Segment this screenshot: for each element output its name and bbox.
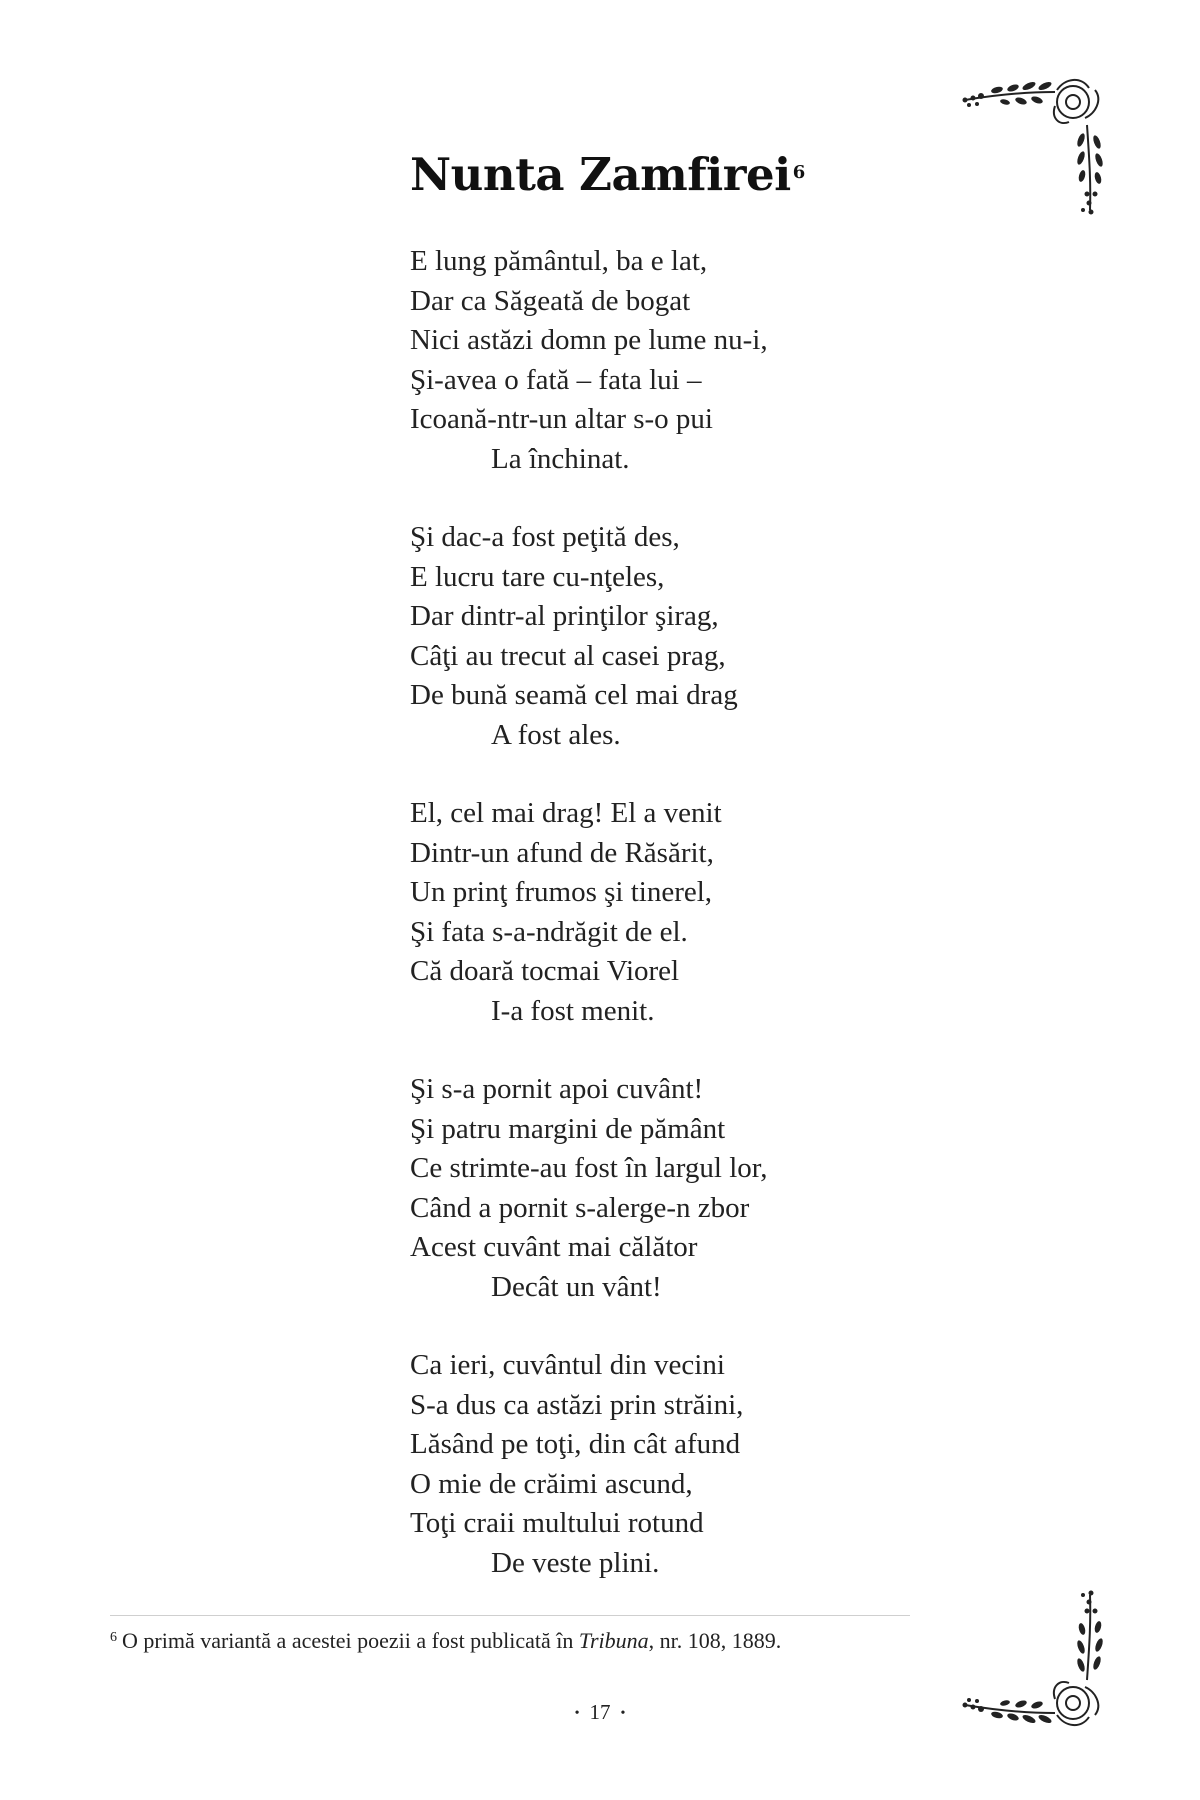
verse-line: Câţi au trecut al casei prag,: [410, 639, 726, 672]
stanza-4: [410, 1070, 970, 1307]
verse-line: Toţi craii multului rotund: [410, 1507, 704, 1539]
page-number-value: 17: [589, 1700, 611, 1724]
verse-line: Ce strimte-au fost în largul lor,: [410, 1152, 768, 1184]
footnote-text-before: O primă variantă a acestei poezii a fost publicată în: [122, 1628, 579, 1653]
footnote-divider: [110, 1615, 910, 1616]
verse-line: Nici astăzi domn pe lume nu-i,: [410, 324, 768, 356]
verse-line: S-a dus ca astăzi prin străini,: [410, 1388, 744, 1421]
verse-line: E lucru tare cu-nţeles,: [410, 560, 665, 593]
verse-line: Ca ieri, cuvântul din vecini: [410, 1349, 725, 1381]
poem-title: [410, 148, 805, 201]
verse-line: Acest cuvânt mai călător: [410, 1231, 698, 1263]
verse-line: Când a pornit s-alerge-n zbor: [410, 1191, 750, 1224]
verse-line: Şi-avea o fată – fata lui –: [410, 363, 702, 396]
stanza-3: [410, 794, 970, 1031]
page-number: [0, 1700, 1200, 1725]
poem-body: [410, 242, 970, 1622]
verse-line: Dintr-un afund de Răsărit,: [410, 836, 714, 869]
stanza-5: [410, 1346, 970, 1583]
stanza-1: [410, 242, 970, 479]
verse-line: O mie de crăimi ascund,: [410, 1467, 693, 1500]
title-footnote-mark: 6: [792, 162, 805, 183]
verse-line: Şi dac-a fost peţită des,: [410, 521, 680, 553]
verse-line: El, cel mai drag! El a venit: [410, 797, 722, 829]
verse-line: Dar dintr-al prinţilor şirag,: [410, 600, 719, 632]
footnote-source: Tribuna: [578, 1628, 649, 1653]
footnote-text-after: , nr. 108, 1889.: [648, 1628, 782, 1653]
poem-title-text: Nunta Zamfirei: [410, 148, 791, 201]
verse-line: Că doară tocmai Viorel: [410, 955, 680, 987]
verse-line-refrain: La închinat.: [491, 442, 630, 475]
verse-line-refrain: A fost ales.: [491, 718, 621, 751]
footnote-mark: 6: [110, 1630, 117, 1645]
verse-line: Şi s-a pornit apoi cuvânt!: [410, 1073, 704, 1105]
verse-line: Lăsând pe toţi, din cât afund: [410, 1428, 741, 1460]
verse-line: De bună seamă cel mai drag: [410, 679, 738, 711]
page-number-dot-right: •: [620, 1706, 626, 1721]
verse-line: Dar ca Săgeată de bogat: [410, 284, 691, 317]
footnote: [110, 1628, 781, 1654]
stanza-2: [410, 518, 970, 755]
verse-line: Şi patru margini de pământ: [410, 1112, 726, 1145]
verse-line-refrain: I-a fost menit.: [491, 994, 655, 1027]
verse-line: Şi fata s-a-ndrăgit de el.: [410, 915, 688, 948]
verse-line: Icoană-ntr-un altar s-o pui: [410, 403, 713, 435]
verse-line: E lung pământul, ba e lat,: [410, 245, 708, 277]
verse-line-refrain: De veste plini.: [491, 1546, 660, 1579]
verse-line: Un prinţ frumos şi tinerel,: [410, 876, 713, 908]
page-number-dot-left: •: [574, 1706, 580, 1721]
verse-line-refrain: Decât un vânt!: [491, 1270, 662, 1303]
floral-corner-ornament-top-icon: [955, 70, 1135, 220]
